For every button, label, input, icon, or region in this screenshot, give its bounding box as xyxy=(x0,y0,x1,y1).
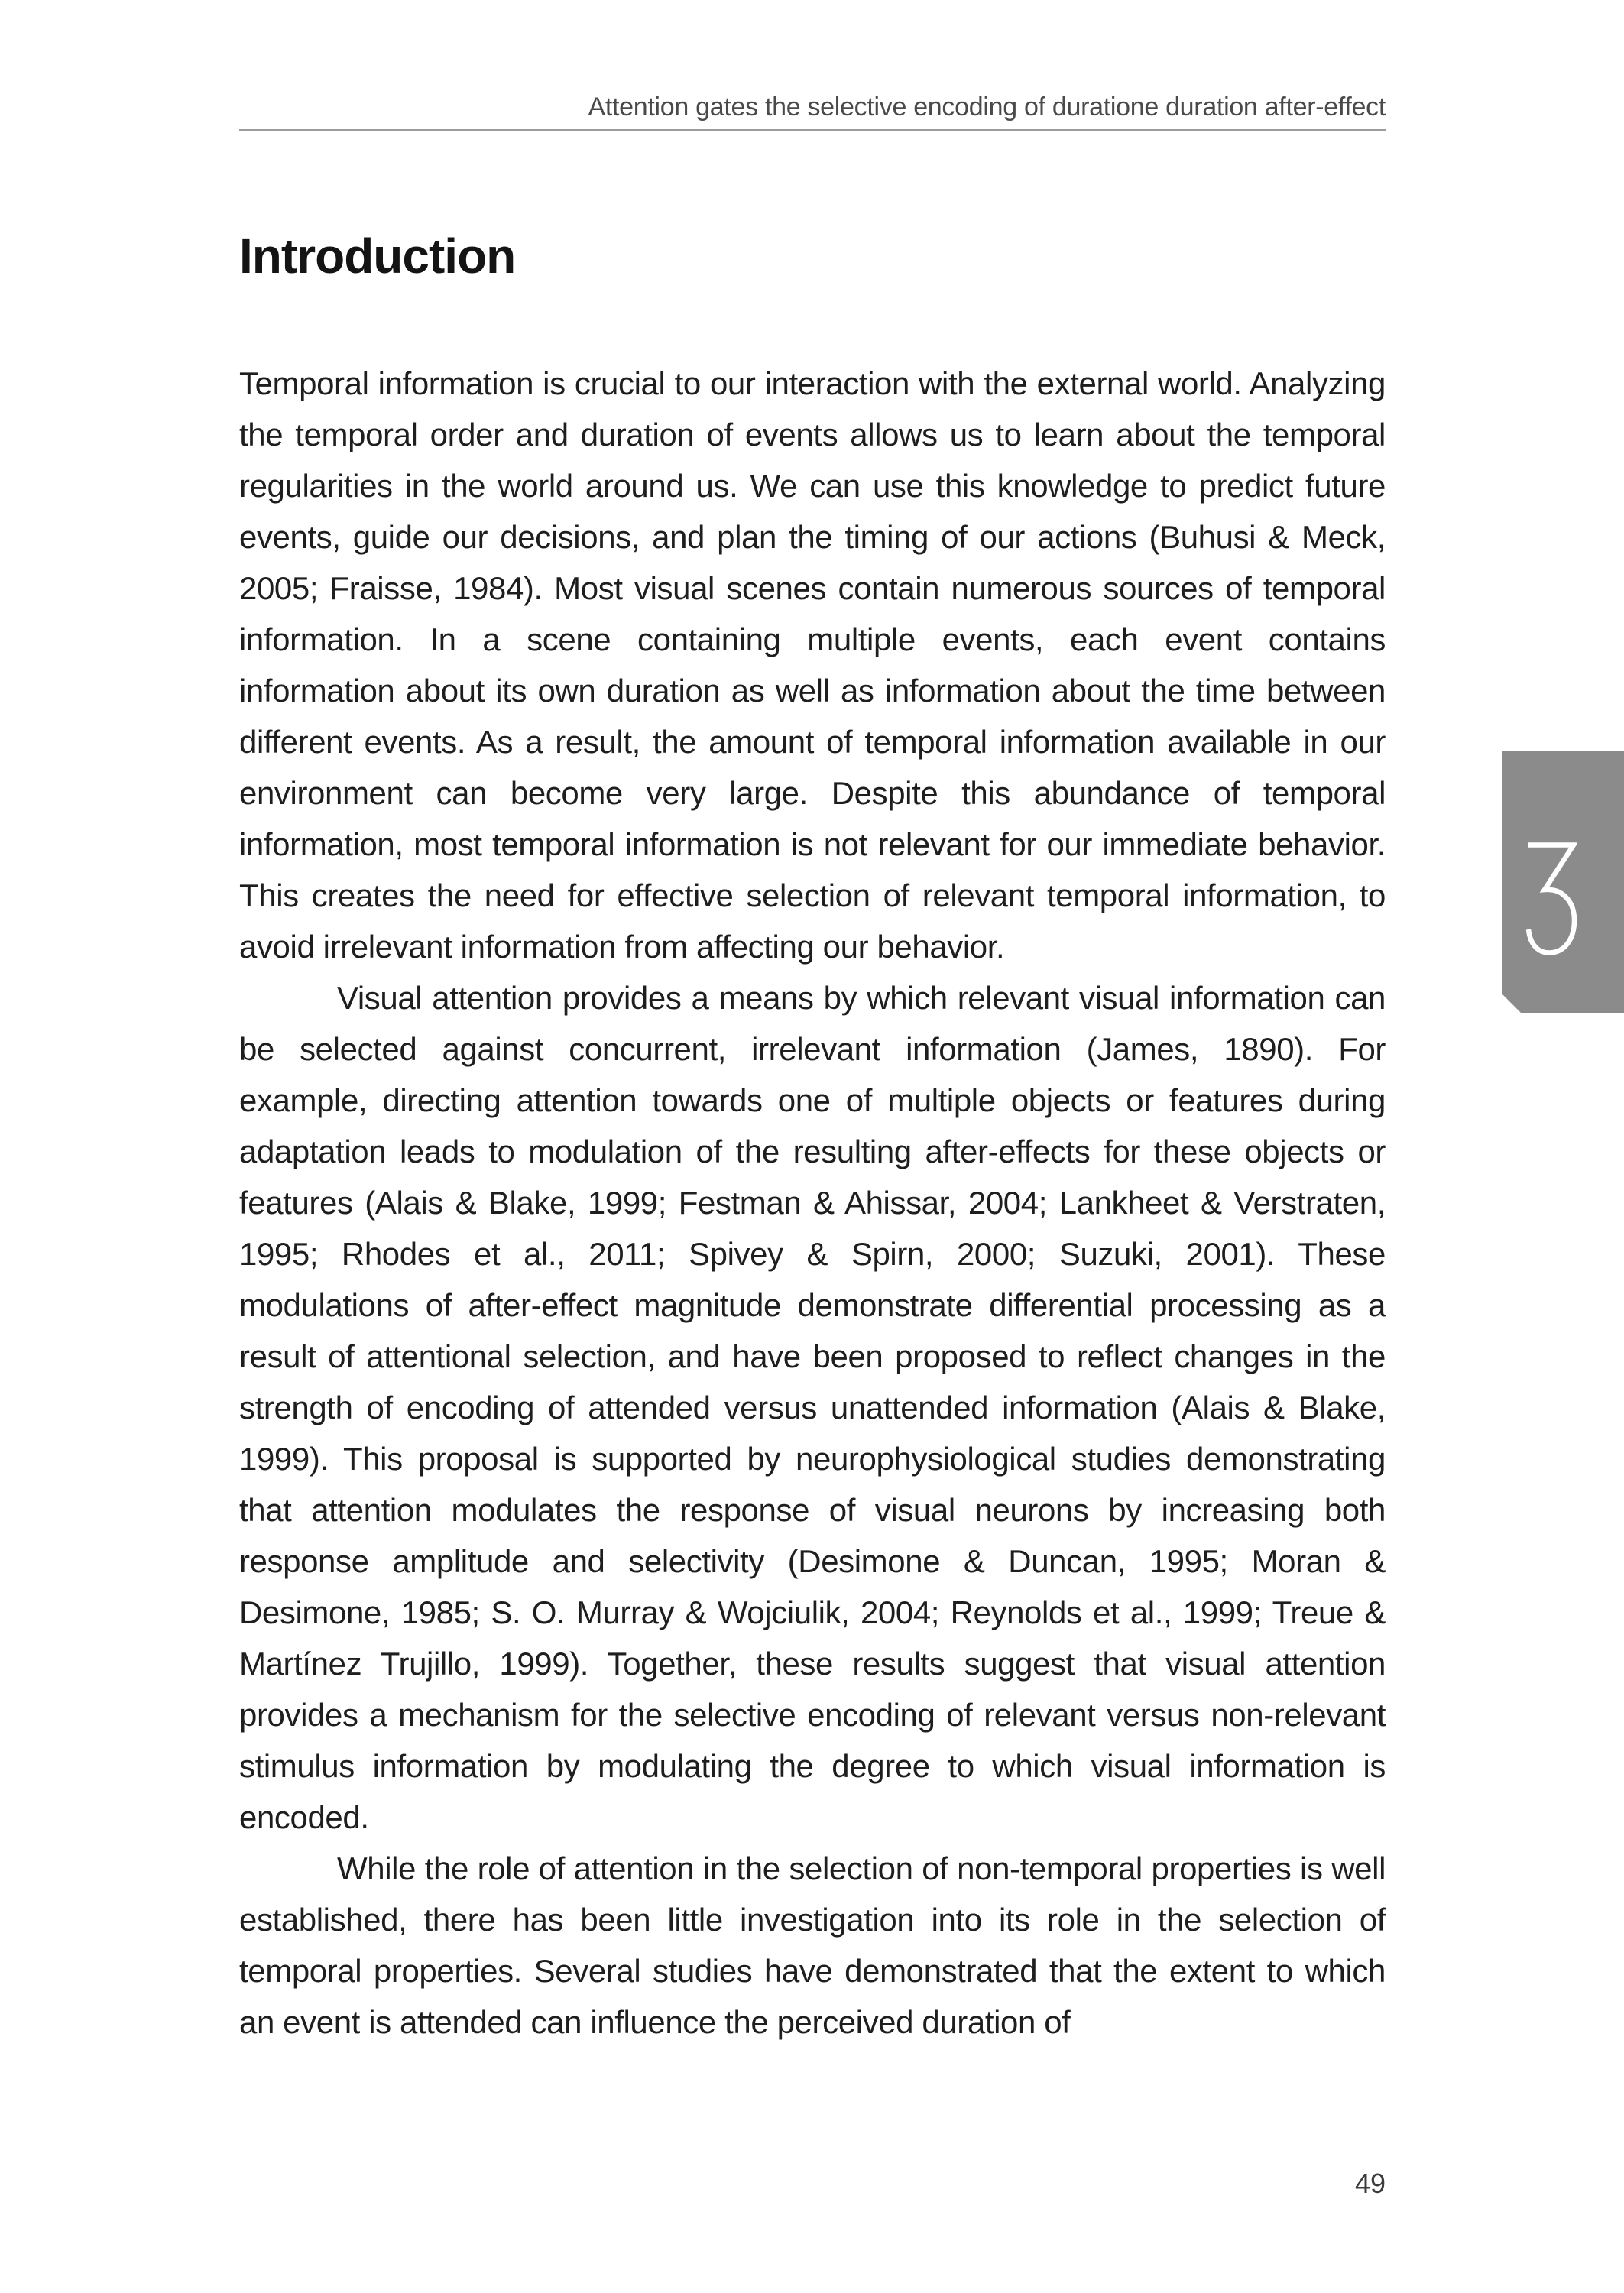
body-paragraph-1: Temporal information is crucial to our interaction with the external world. Analyzing the temporal order and duration of events allows us to learn about the temporal regularities in the world around us. We can use this knowledge to predict future events, guide our decisions, and plan the timing of our actions (Buhusi & Meck, 2005; Fraisse, 1984). Most visual scenes contain numerous sources of temporal information. In a scene containing multiple events, each event contains information about its own duration as well as information about the time between different events. As a result, the amount of temporal information available in our environment can become very large. Despite this abundance of temporal information, most temporal information is not relevant for our immediate behavior. This creates the need for effective selection of relevant temporal information, to avoid irrelevant information from affecting our behavior. xyxy=(239,365,1386,965)
header-rule xyxy=(239,129,1386,131)
body-paragraph-3: While the role of attention in the selection of non-temporal properties is well established, there has been little investigation into its role in the selection of temporal properties. Several studies have demonstrated that the extent to which an event is attended can influence the perceived duration of xyxy=(239,1850,1386,2040)
running-head: Attention gates the selective encoding of duratione duration after-effect xyxy=(588,92,1386,122)
body-paragraph-2: Visual attention provides a means by which relevant visual information can be selected against concurrent, irrelevant information (James, 1890). For example, directing attention towards one of multiple objects or features during adaptation leads to modulation of the resulting after-effects for these objects or features (Alais & Blake, 1999; Festman & Ahissar, 2004; Lankheet & Verstraten, 1995; Rhodes et al., 2011; Spivey & Spirn, 2000; Suzuki, 2001). These modulations of after-effect magnitude demonstrate differential processing as a result of attentional selection, and have been proposed to reflect changes in the strength of encoding of attended versus unattended information (Alais & Blake, 1999). This proposal is supported by neurophysiological studies demonstrating that attention modulates the response of visual neurons by increasing both response amplitude and selectivity (Desimone & Duncan, 1995; Moran & Desimone, 1985; S. O. Murray & Wojciulik, 2004; Reynolds et al., 1999; Treue & Martínez Trujillo, 1999). Together, these results suggest that visual attention provides a mechanism for the selective encoding of relevant versus non-relevant stimulus information by modulating the degree to which visual information is encoded. xyxy=(239,980,1386,1835)
section-title: Introduction xyxy=(239,229,516,284)
chapter-tab xyxy=(1502,751,1624,1013)
chapter-number-icon xyxy=(1526,842,1577,955)
page-number: 49 xyxy=(1354,2168,1386,2199)
body-text xyxy=(239,358,1386,2048)
